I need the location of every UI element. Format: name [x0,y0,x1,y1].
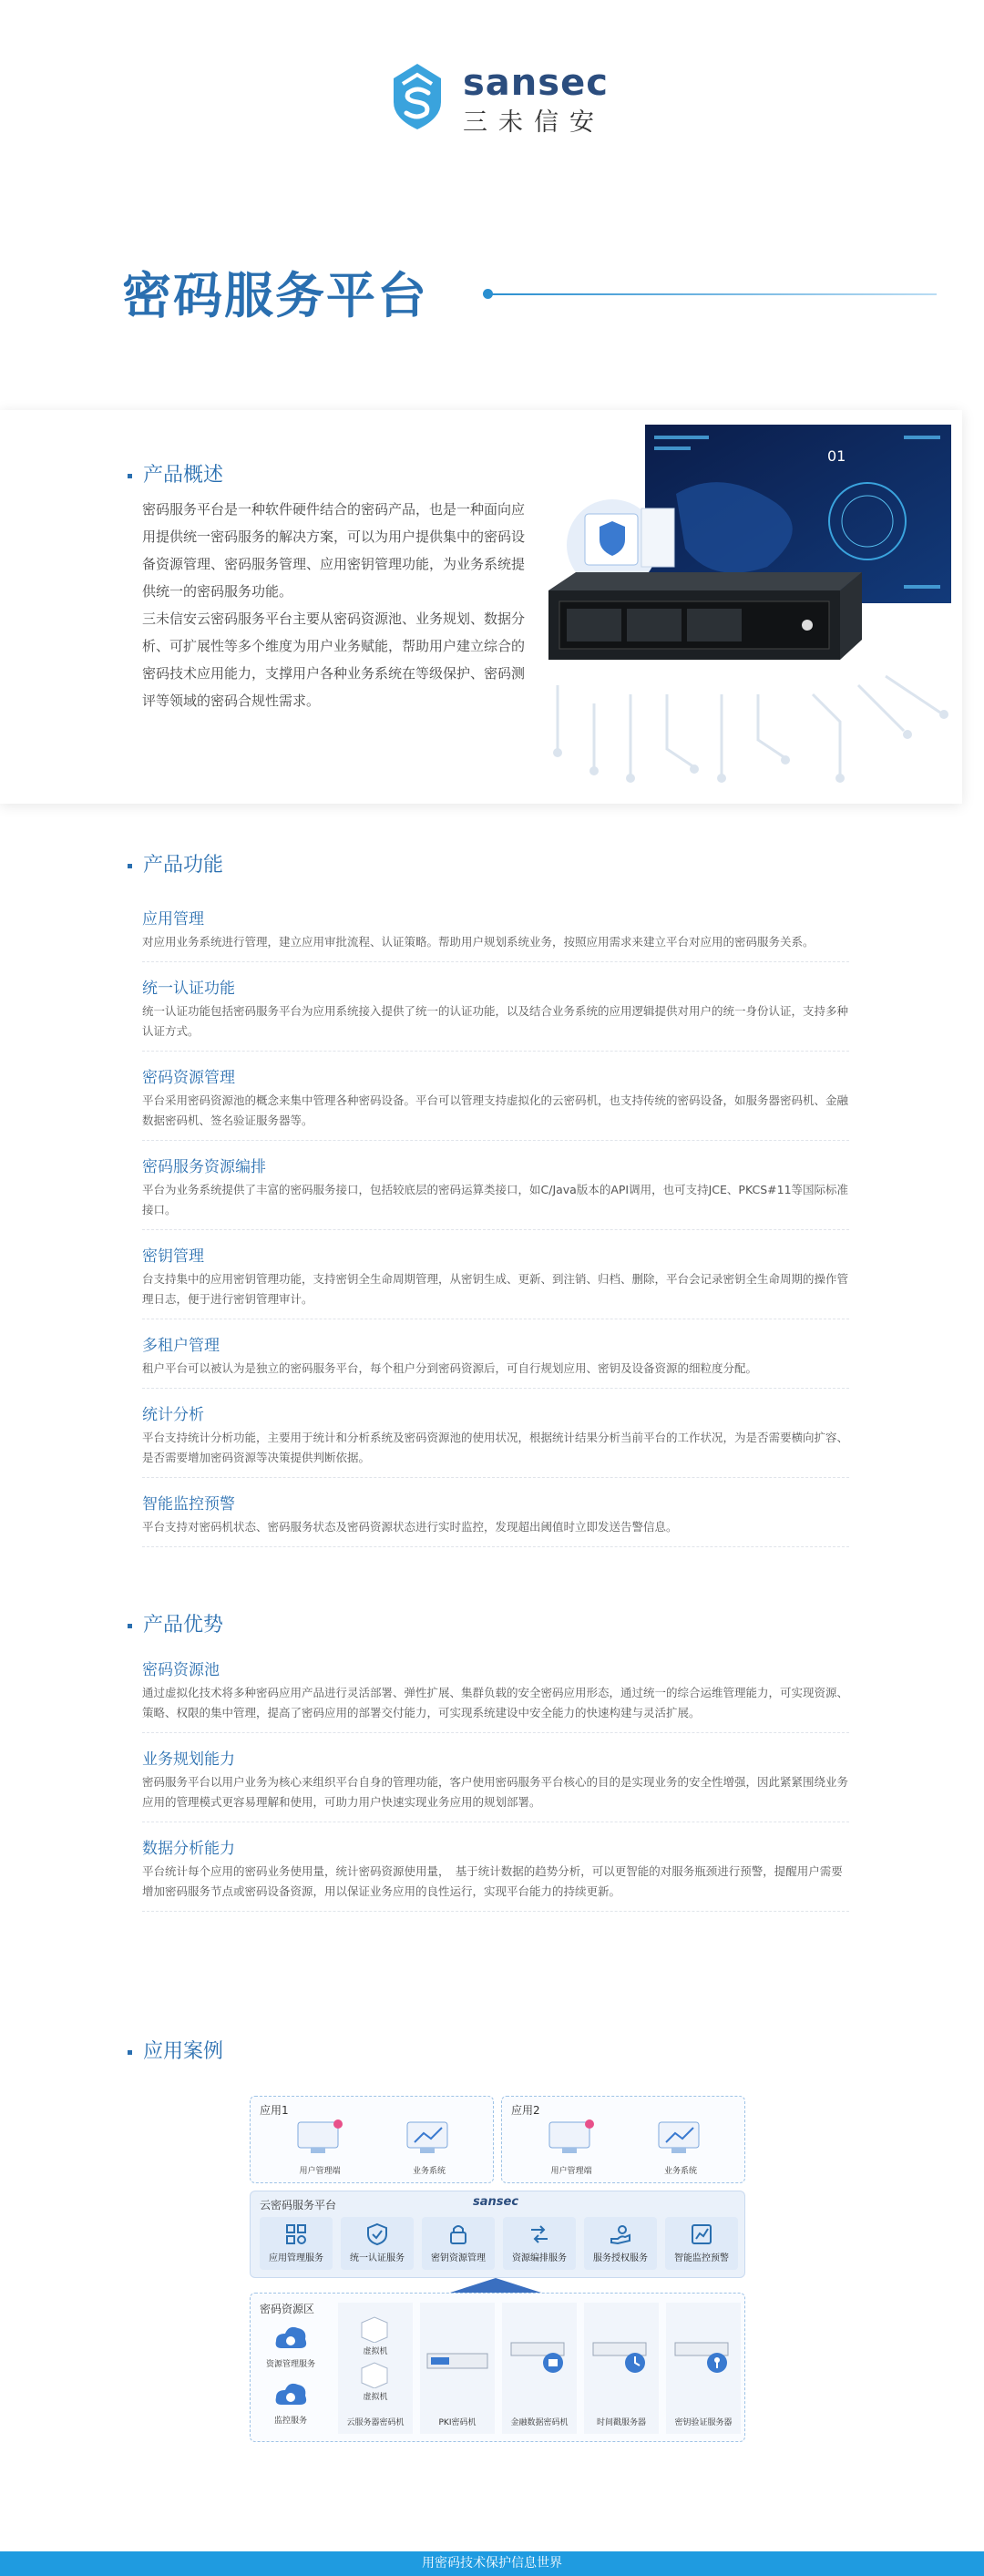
service-card [341,2217,414,2270]
footer-slogan: 用密码技术保护信息世界 [0,2551,984,2576]
service-label: 智能监控预警 [674,2253,729,2263]
advantage-desc: 密码服务平台以用户业务为核心来组织平台自身的管理功能，客户使用密码服务平台核心的目的是实现业务的安全性增强，因此紧紧围绕业务应用的管理模式更容易理解和使用，可助力用户快速实现业务应用的规划部署。 [142,1775,849,1809]
device-label: 金融数据密码机 [510,2418,569,2427]
monitor-icon [653,2117,708,2159]
feature-item [142,1064,849,1141]
heading-bullet [128,1624,132,1628]
heading-bullet [128,2050,132,2055]
feature-title: 智能监控预警 [142,1495,235,1514]
connector-arrow [450,2278,541,2293]
flow-icon [528,2222,551,2246]
device-column [584,2303,659,2434]
feature-item [142,906,849,962]
app1-item: 用户管理端 [299,2167,341,2176]
pool-service: 监控服务 [273,2417,307,2426]
feature-desc: 台支持集中的应用密钥管理功能，支持密钥全生命周期管理，从密钥生成、更新、到注销、归档、删除，平台会记录密钥全生命周期的操作管理日志，便于进行密钥管理审计。 [142,1272,849,1306]
service-label: 服务授权服务 [593,2253,648,2263]
feature-desc: 平台支持对密码机状态、密码服务状态及密码资源状态进行实时监控，发现超出阈值时立即发送告警信息。 [142,1520,678,1534]
features-heading-text: 产品功能 [143,854,224,877]
feature-title: 密码资源管理 [142,1069,235,1087]
feature-title: 统一认证功能 [142,980,235,998]
overview-paragraph: 密码服务平台是一种软件硬件结合的密码产品，也是一种面向应用提供统一密码服务的解决方案，可以为用户提供集中的密码设备资源管理、密码服务管理、应用密钥管理功能，为业务系统提供统一的密码服务功能。 [142,501,526,600]
service-label: 应用管理服务 [269,2253,323,2263]
feature-desc: 对应用业务系统进行管理，建立应用审批流程、认证策略。帮助用户规划系统业务，按照应用需求来建立平台对应用的密码服务关系。 [142,935,815,949]
overview-paragraph: 三未信安云密码服务平台主要从密码资源池、业务规划、数据分析、可扩展性等多个维度为用户业务赋能，帮助用户建立综合的密码技术应用能力，支撑用户各种业务系统在等级保护、密码测评等领域的密码合规性需求。 [142,611,526,709]
clock-device-icon [589,2339,653,2376]
brand-name: sansec [463,62,609,104]
device-column [502,2303,577,2434]
platform-label: 云密码服务平台 [260,2199,337,2212]
overview-heading [128,459,223,487]
advantage-item [142,1835,849,1912]
device-label: 密钥验证服务器 [674,2418,733,2427]
cloud-icon [272,2321,309,2354]
features-list [142,906,849,1560]
feature-desc: 统一认证功能包括密码服务平台为应用系统接入提供了统一的认证功能，以及结合业务系统的应用逻辑提供对用户的统一身份认证，支持多种认证方式。 [142,1004,849,1038]
device-column [338,2303,413,2434]
app2-item: 业务系统 [663,2167,697,2176]
grid-icon [284,2222,308,2246]
advantage-title: 业务规划能力 [142,1750,235,1769]
advantages-list [142,1657,849,1924]
sansec-logo-icon [384,60,450,133]
features-heading [128,849,223,877]
feature-title: 密码服务资源编排 [142,1158,266,1176]
service-card [665,2217,738,2270]
device-label: 云服务器密码机 [346,2418,405,2427]
cases-heading [128,2036,223,2064]
service-label: 统一认证服务 [350,2253,405,2263]
feature-desc: 平台支持统计分析功能，主要用于统计和分析系统及密码资源池的使用状况，根据统计结果分析当前平台的工作状况，为是否需要横向扩容、是否需要增加密码资源等决策提供判断依据。 [142,1431,849,1464]
feature-title: 多租户管理 [142,1337,220,1355]
advantage-item [142,1746,849,1822]
advantage-desc: 平台统计每个应用的密码业务使用量，统计密码资源使用量， 基于统计数据的趋势分析，可以更智能的对服务瓶颈进行预警，提醒用户需要增加密码服务节点或密码设备资源，用以保证业务应用的良性运行，实现平台能力的持续更新。 [142,1864,843,1898]
dashboard-label: 01 [827,447,846,465]
lock-icon [446,2222,470,2246]
heading-bullet [128,474,132,478]
feature-title: 密钥管理 [142,1247,204,1266]
pool-service: 资源管理服务 [265,2360,315,2369]
device-label: 时间戳服务器 [596,2418,646,2427]
device-column [420,2303,495,2434]
vm-box-icon [356,2361,393,2388]
brand-subtitle: 三未信安 [463,108,605,137]
advantage-item [142,1657,849,1733]
vm-label: 虚拟机 [363,2393,388,2402]
feature-item [142,975,849,1052]
service-card [422,2217,495,2270]
device-label: PKI密码机 [438,2418,477,2427]
platform-brand: sansec [473,2195,519,2209]
overview-body [142,496,536,714]
feature-item [142,1332,849,1389]
title-divider [487,293,937,295]
monitor-icon [544,2117,599,2159]
advantage-title: 数据分析能力 [142,1840,235,1858]
feature-desc: 平台采用密码资源池的概念来集中管理各种密码设备。平台可以管理支持虚拟化的云密码机，也支持传统的密码设备，如服务器密码机、金融数据密码机、签名验证服务器等。 [142,1093,849,1127]
bank-device-icon [507,2339,571,2376]
feature-item [142,1243,849,1319]
monitor-icon [402,2117,456,2159]
service-label: 资源编排服务 [512,2253,567,2263]
device-column [666,2303,741,2434]
feature-item [142,1154,849,1230]
feature-title: 统计分析 [142,1406,204,1424]
advantage-title: 密码资源池 [142,1661,220,1679]
shield-check-icon [365,2222,389,2246]
feature-desc: 租户平台可以被认为是独立的密码服务平台，每个租户分到密码资源后，可自行规划应用、密钥及设备资源的细粒度分配。 [142,1361,758,1375]
overview-heading-text: 产品概述 [143,464,224,487]
chart-icon [690,2222,713,2246]
service-label: 密钥资源管理 [431,2253,486,2263]
key-device-icon [671,2339,735,2376]
advantages-heading [128,1609,223,1637]
app1-box [250,2096,494,2183]
app2-label: 应用2 [511,2104,540,2117]
platform-box [250,2191,745,2278]
product-illustration [539,421,958,785]
monitor-icon [292,2117,347,2159]
service-card [584,2217,657,2270]
service-card [503,2217,576,2270]
resource-pool-box [250,2293,745,2442]
advantage-desc: 通过虚拟化技术将多种密码应用产品进行灵活部署、弹性扩展、集群负载的安全密码应用形态，通过统一的综合运维管理能力，可实现资源、策略、权限的集中管理，提高了密码应用的部署交付能力，可实现系统建设中安全能力的快速构建与灵活扩展。 [142,1686,849,1719]
vm-label: 虚拟机 [363,2347,388,2356]
vm-box-icon [356,2315,393,2343]
app2-item: 用户管理端 [550,2167,592,2176]
hand-icon [609,2222,632,2246]
feature-item [142,1401,849,1478]
pool-label: 密码资源区 [260,2303,315,2315]
feature-item [142,1491,849,1547]
service-card [260,2217,333,2270]
feature-title: 应用管理 [142,910,204,929]
heading-bullet [128,864,132,868]
cloud-icon [272,2377,309,2410]
hsm-device-icon [425,2348,489,2372]
advantages-heading-text: 产品优势 [143,1614,224,1637]
app2-box [501,2096,745,2183]
page-title: 密码服务平台 [122,267,428,324]
app1-label: 应用1 [260,2104,289,2117]
feature-desc: 平台为业务系统提供了丰富的密码服务接口，包括较底层的密码运算类接口，如C/Java版本的API调用，也可支持JCE、PKCS#11等国际标准接口。 [142,1183,849,1216]
app1-item: 业务系统 [412,2167,446,2176]
cases-heading-text: 应用案例 [143,2040,224,2063]
